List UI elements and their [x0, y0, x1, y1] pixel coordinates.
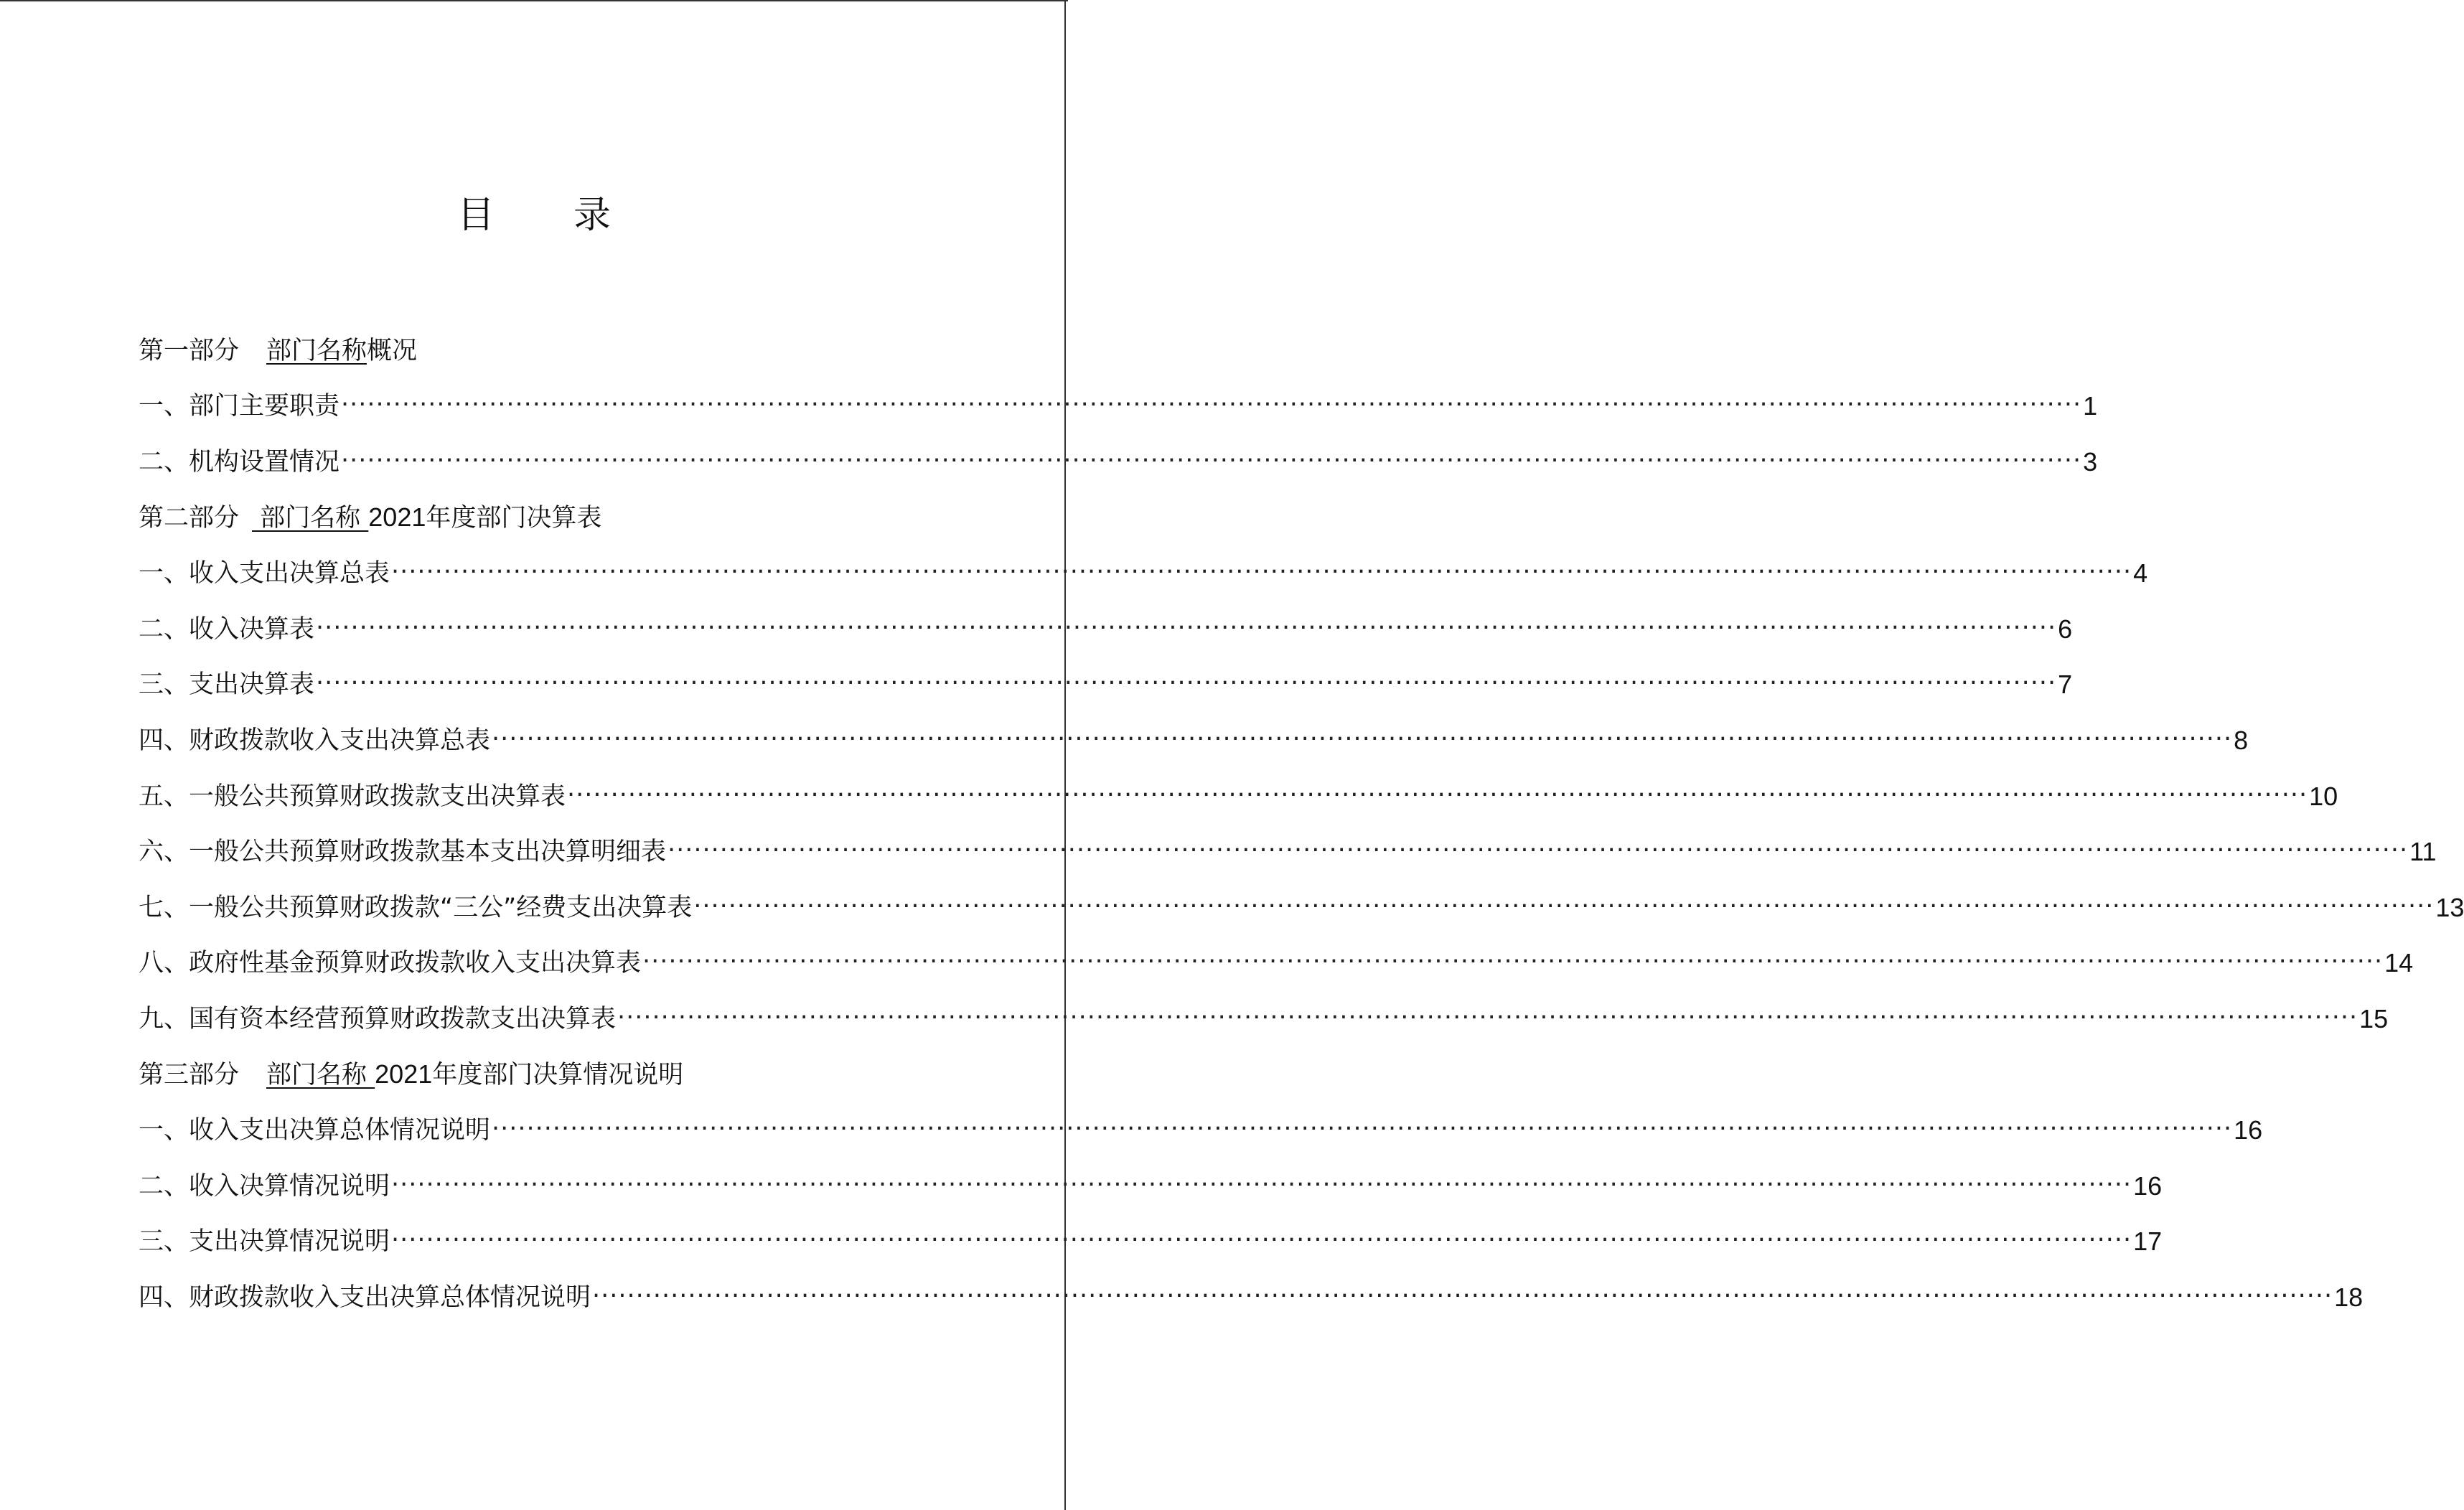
- leader-dots: ········································································································································································································: [592, 1281, 2333, 1310]
- toc-entry-label: 四、财政拨款收入支出决算总表: [139, 726, 491, 755]
- leader-dots: ········································································································································································································: [492, 1115, 2233, 1144]
- toc-entry[interactable]: [139, 1270, 2364, 1326]
- part-dept-name: 部门名称: [266, 336, 367, 365]
- toc-page-number: 1: [2083, 391, 2098, 421]
- leader-dots: ········································································································································································································: [617, 1003, 2358, 1032]
- toc-entry-label: 五、一般公共预算财政拨款支出决算表: [139, 782, 566, 811]
- toc-part-1[interactable]: [139, 323, 932, 379]
- leader-dots: ········································································································································································································: [492, 724, 2233, 754]
- toc-page-number: 10: [2309, 781, 2338, 811]
- toc-page-number: 17: [2133, 1227, 2163, 1257]
- part-suffix: 年度部门决算表: [426, 504, 602, 533]
- toc-page-number: 4: [2133, 558, 2148, 588]
- part-year: 2021: [375, 1059, 433, 1089]
- leader-dots: ········································································································································································································: [693, 891, 2435, 921]
- toc-entry-label: 七、一般公共预算财政拨款“三公”经费支出决算表: [139, 893, 693, 922]
- leader-dots: ········································································································································································································: [341, 446, 2082, 475]
- toc-page-number: 14: [2384, 948, 2414, 978]
- toc-entry[interactable]: [139, 601, 2073, 657]
- part-prefix: 第一部分: [139, 336, 240, 365]
- toc-entry[interactable]: [139, 1158, 2163, 1214]
- part-suffix: 概况: [367, 336, 418, 365]
- leader-dots: ········································································································································································································: [391, 558, 2132, 587]
- toc-page-number: 6: [2058, 614, 2073, 644]
- toc-page-number: 7: [2058, 670, 2073, 700]
- toc-page-number: 18: [2334, 1282, 2364, 1312]
- part-prefix: 第三部分: [139, 1061, 240, 1090]
- leader-dots: ········································································································································································································: [391, 1226, 2132, 1255]
- page-title: [0, 194, 1068, 237]
- toc-page-number: 13: [2435, 892, 2464, 922]
- part-year: 2021: [368, 502, 426, 533]
- toc-page-number: 15: [2359, 1003, 2389, 1033]
- toc-entry[interactable]: [139, 657, 2073, 713]
- toc-entry[interactable]: [139, 713, 2249, 769]
- toc-entry[interactable]: [139, 880, 2464, 936]
- toc-page-number: 16: [2234, 1115, 2263, 1145]
- toc-part-2[interactable]: [139, 490, 932, 546]
- leader-dots: ········································································································································································································: [316, 669, 2057, 698]
- toc-entry-label: 二、收入决算表: [139, 614, 315, 644]
- toc-page-number: 3: [2083, 446, 2098, 477]
- toc-entry[interactable]: [139, 434, 2098, 490]
- toc-entry-label: 一、部门主要职责: [139, 392, 340, 421]
- toc-entry-label: 九、国有资本经营预算财政拨款支出决算表: [139, 1004, 617, 1033]
- toc-entry[interactable]: [139, 824, 2437, 880]
- leader-dots: ········································································································································································································: [567, 780, 2308, 810]
- title-char-1: 目: [456, 194, 495, 237]
- part-suffix: 年度部门决算情况说明: [432, 1061, 684, 1090]
- leader-dots: ········································································································································································································: [341, 390, 2082, 420]
- toc-page-number: 8: [2234, 725, 2249, 755]
- toc-part-3[interactable]: [139, 1047, 932, 1103]
- toc-entry[interactable]: [139, 769, 2338, 825]
- toc-entry-label: 二、收入决算情况说明: [139, 1171, 390, 1201]
- part-dept-name: 部门名称: [252, 504, 369, 533]
- toc-entry-label: 三、支出决算表: [139, 670, 315, 700]
- toc-entry[interactable]: [139, 545, 2148, 601]
- part-prefix: 第二部分: [139, 504, 240, 533]
- toc-entry-label: 八、政府性基金预算财政拨款收入支出决算表: [139, 949, 642, 978]
- toc-entry-label: 一、收入支出决算总表: [139, 559, 390, 588]
- page-top-border: [0, 0, 1068, 1]
- toc-entry-label: 二、机构设置情况: [139, 447, 340, 477]
- toc-page-number: 16: [2133, 1171, 2163, 1201]
- toc-entry[interactable]: [139, 991, 2389, 1047]
- leader-dots: ········································································································································································································: [391, 1170, 2132, 1199]
- toc-entry[interactable]: [139, 1214, 2163, 1270]
- toc-entry[interactable]: [139, 379, 2098, 435]
- toc-page-number: 11: [2409, 837, 2437, 867]
- toc-entry[interactable]: [139, 936, 2414, 992]
- toc-entry-label: 六、一般公共预算财政拨款基本支出决算明细表: [139, 838, 667, 867]
- table-of-contents: [139, 323, 2464, 1326]
- toc-entry[interactable]: [139, 1102, 2263, 1158]
- leader-dots: ········································································································································································································: [316, 613, 2057, 642]
- toc-entry-label: 一、收入支出决算总体情况说明: [139, 1116, 491, 1145]
- title-char-2: 录: [573, 194, 612, 237]
- toc-entry-label: 四、财政拨款收入支出决算总体情况说明: [139, 1282, 591, 1312]
- toc-entry-label: 三、支出决算情况说明: [139, 1227, 390, 1257]
- leader-dots: ········································································································································································································: [667, 836, 2409, 866]
- leader-dots: ········································································································································································································: [642, 947, 2384, 977]
- part-dept-name: 部门名称: [266, 1061, 375, 1090]
